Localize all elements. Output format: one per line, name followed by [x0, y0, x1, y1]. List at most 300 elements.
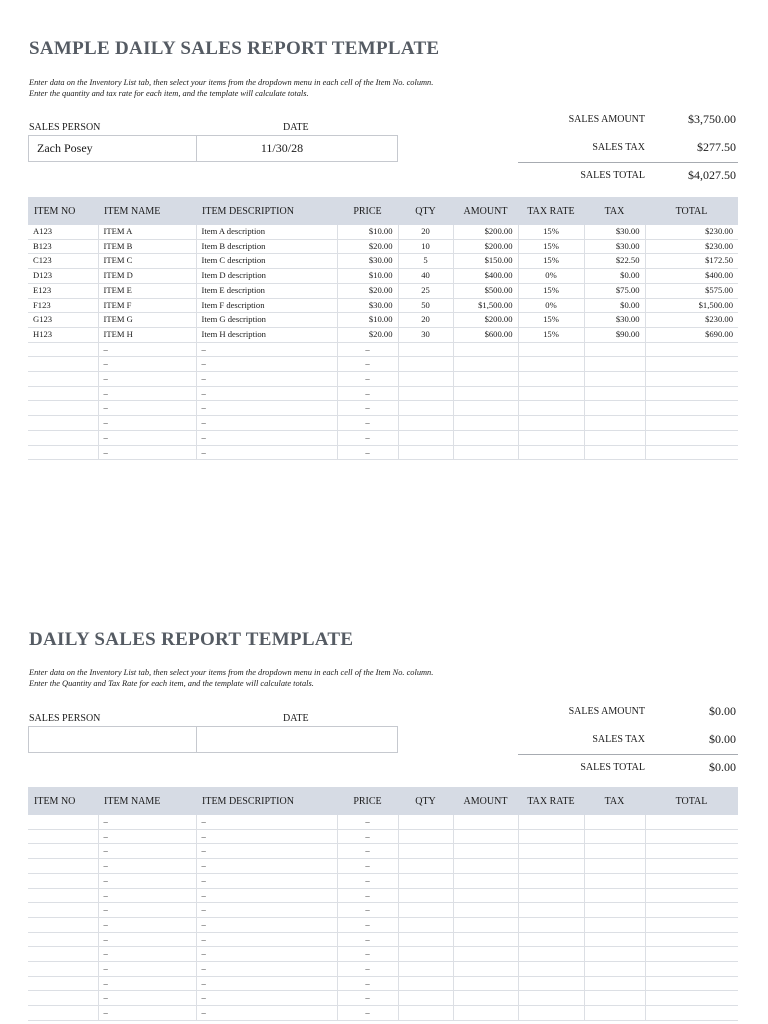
item-no-cell[interactable]: [28, 976, 98, 991]
tax-cell[interactable]: $90.00: [584, 327, 645, 342]
tax-cell[interactable]: [584, 372, 645, 387]
blank-report-section: [0, 590, 768, 1024]
item-no-cell[interactable]: [28, 947, 98, 962]
sales-total-row: [518, 162, 738, 189]
instructions: [29, 668, 433, 689]
total-cell[interactable]: [645, 430, 738, 445]
amount-cell[interactable]: [453, 401, 518, 416]
sales-total-label: SALES TOTAL: [580, 762, 645, 773]
amount-cell[interactable]: [453, 976, 518, 991]
item-no-cell[interactable]: [28, 991, 98, 1006]
sales-person-field[interactable]: [29, 727, 197, 752]
qty-cell[interactable]: [398, 888, 453, 903]
item-description-cell[interactable]: –: [196, 947, 337, 962]
price-cell[interactable]: –: [337, 815, 398, 829]
price-cell[interactable]: $20.00: [337, 283, 398, 298]
tax-cell[interactable]: [584, 932, 645, 947]
tax-rate-cell[interactable]: 0%: [518, 269, 584, 284]
price-cell[interactable]: –: [337, 829, 398, 844]
item-description-cell[interactable]: –: [196, 873, 337, 888]
item-description-cell[interactable]: –: [196, 829, 337, 844]
table-row: [28, 254, 738, 269]
tax-cell[interactable]: [584, 815, 645, 829]
item-name-cell[interactable]: ITEM C: [98, 254, 196, 269]
price-cell[interactable]: $30.00: [337, 254, 398, 269]
item-name-cell[interactable]: –: [98, 401, 196, 416]
table-row: [28, 873, 738, 888]
item-no-cell[interactable]: H123: [28, 327, 98, 342]
item-no-cell[interactable]: [28, 342, 98, 357]
item-description-cell[interactable]: –: [196, 903, 337, 918]
tax-rate-cell[interactable]: [518, 342, 584, 357]
amount-cell[interactable]: [453, 1006, 518, 1021]
item-name-cell[interactable]: ITEM E: [98, 283, 196, 298]
total-cell[interactable]: [645, 342, 738, 357]
item-no-cell[interactable]: [28, 859, 98, 874]
col-item-description: ITEM DESCRIPTION: [196, 787, 337, 815]
qty-cell[interactable]: [398, 430, 453, 445]
item-name-cell[interactable]: ITEM H: [98, 327, 196, 342]
item-name-cell[interactable]: –: [98, 903, 196, 918]
item-name-cell[interactable]: –: [98, 844, 196, 859]
total-cell[interactable]: [645, 976, 738, 991]
price-cell[interactable]: –: [337, 401, 398, 416]
total-cell[interactable]: [645, 357, 738, 372]
price-cell[interactable]: –: [337, 859, 398, 874]
tax-cell[interactable]: [584, 888, 645, 903]
date-label: DATE: [283, 122, 309, 133]
item-no-cell[interactable]: [28, 815, 98, 829]
qty-cell[interactable]: [398, 401, 453, 416]
qty-cell[interactable]: [398, 342, 453, 357]
tax-cell[interactable]: [584, 976, 645, 991]
total-cell[interactable]: [645, 917, 738, 932]
sales-person-label: SALES PERSON: [29, 122, 101, 133]
qty-cell[interactable]: 25: [398, 283, 453, 298]
item-name-cell[interactable]: ITEM D: [98, 269, 196, 284]
item-no-cell[interactable]: [28, 1006, 98, 1021]
price-cell[interactable]: –: [337, 372, 398, 387]
item-name-cell[interactable]: ITEM G: [98, 313, 196, 328]
total-cell[interactable]: [645, 416, 738, 431]
amount-cell[interactable]: [453, 815, 518, 829]
price-cell[interactable]: –: [337, 430, 398, 445]
price-cell[interactable]: $20.00: [337, 239, 398, 254]
qty-cell[interactable]: [398, 976, 453, 991]
item-description-cell[interactable]: –: [196, 386, 337, 401]
tax-cell[interactable]: [584, 917, 645, 932]
qty-cell[interactable]: 50: [398, 298, 453, 313]
item-name-cell[interactable]: –: [98, 829, 196, 844]
table-row: [28, 932, 738, 947]
total-cell[interactable]: $172.50: [645, 254, 738, 269]
item-name-cell[interactable]: –: [98, 962, 196, 977]
total-cell[interactable]: [645, 372, 738, 387]
qty-cell[interactable]: 30: [398, 327, 453, 342]
tax-rate-cell[interactable]: [518, 888, 584, 903]
qty-cell[interactable]: 5: [398, 254, 453, 269]
qty-cell[interactable]: [398, 357, 453, 372]
tax-rate-cell[interactable]: [518, 859, 584, 874]
tax-rate-cell[interactable]: 0%: [518, 298, 584, 313]
tax-cell[interactable]: [584, 1006, 645, 1021]
table-header-row: [28, 787, 738, 815]
item-name-cell[interactable]: –: [98, 430, 196, 445]
date-field[interactable]: [197, 727, 397, 752]
item-name-cell[interactable]: –: [98, 445, 196, 460]
item-description-cell[interactable]: –: [196, 342, 337, 357]
item-name-cell[interactable]: –: [98, 859, 196, 874]
tax-rate-cell[interactable]: [518, 430, 584, 445]
item-name-cell[interactable]: –: [98, 342, 196, 357]
price-cell[interactable]: $10.00: [337, 225, 398, 239]
tax-rate-cell[interactable]: [518, 372, 584, 387]
item-no-cell[interactable]: [28, 386, 98, 401]
item-description-cell[interactable]: –: [196, 416, 337, 431]
item-name-cell[interactable]: –: [98, 932, 196, 947]
tax-rate-cell[interactable]: [518, 1006, 584, 1021]
price-cell[interactable]: –: [337, 357, 398, 372]
tax-rate-cell[interactable]: 15%: [518, 327, 584, 342]
amount-cell[interactable]: [453, 372, 518, 387]
tax-rate-cell[interactable]: [518, 917, 584, 932]
amount-cell[interactable]: [453, 445, 518, 460]
amount-cell[interactable]: [453, 342, 518, 357]
item-no-cell[interactable]: C123: [28, 254, 98, 269]
tax-rate-cell[interactable]: [518, 903, 584, 918]
tax-cell[interactable]: $0.00: [584, 298, 645, 313]
item-no-cell[interactable]: [28, 932, 98, 947]
price-cell[interactable]: –: [337, 445, 398, 460]
price-cell[interactable]: –: [337, 888, 398, 903]
qty-cell[interactable]: [398, 844, 453, 859]
tax-rate-cell[interactable]: 15%: [518, 225, 584, 239]
amount-cell[interactable]: [453, 888, 518, 903]
item-no-cell[interactable]: [28, 888, 98, 903]
qty-cell[interactable]: [398, 947, 453, 962]
price-cell[interactable]: –: [337, 873, 398, 888]
tax-rate-cell[interactable]: [518, 401, 584, 416]
item-description-cell[interactable]: –: [196, 962, 337, 977]
total-cell[interactable]: [645, 815, 738, 829]
col-item-description: ITEM DESCRIPTION: [196, 197, 337, 225]
tax-cell[interactable]: $75.00: [584, 283, 645, 298]
tax-cell[interactable]: [584, 991, 645, 1006]
qty-cell[interactable]: 20: [398, 313, 453, 328]
item-description-cell[interactable]: Item D description: [196, 269, 337, 284]
amount-cell[interactable]: [453, 430, 518, 445]
price-cell[interactable]: –: [337, 903, 398, 918]
tax-rate-cell[interactable]: [518, 416, 584, 431]
price-cell[interactable]: –: [337, 976, 398, 991]
tax-cell[interactable]: $22.50: [584, 254, 645, 269]
col-total: TOTAL: [645, 787, 738, 815]
instruction-line: Enter the Quantity and Tax Rate for each item, and the template will calculate totals.: [29, 678, 314, 688]
item-no-cell[interactable]: [28, 917, 98, 932]
qty-cell[interactable]: [398, 445, 453, 460]
amount-cell[interactable]: [453, 357, 518, 372]
total-cell[interactable]: [645, 386, 738, 401]
price-cell[interactable]: $20.00: [337, 327, 398, 342]
item-description-cell[interactable]: –: [196, 888, 337, 903]
amount-cell[interactable]: [453, 962, 518, 977]
tax-rate-cell[interactable]: [518, 991, 584, 1006]
tax-rate-cell[interactable]: [518, 844, 584, 859]
tax-cell[interactable]: [584, 386, 645, 401]
price-cell[interactable]: $30.00: [337, 298, 398, 313]
sales-person-field[interactable]: Zach Posey: [29, 136, 197, 161]
qty-cell[interactable]: [398, 932, 453, 947]
item-description-cell[interactable]: –: [196, 859, 337, 874]
tax-cell[interactable]: [584, 859, 645, 874]
amount-cell[interactable]: [453, 903, 518, 918]
item-no-cell[interactable]: E123: [28, 283, 98, 298]
table-row: [28, 947, 738, 962]
total-cell[interactable]: [645, 829, 738, 844]
tax-rate-cell[interactable]: [518, 976, 584, 991]
price-cell[interactable]: –: [337, 962, 398, 977]
amount-cell[interactable]: $200.00: [453, 239, 518, 254]
total-cell[interactable]: $575.00: [645, 283, 738, 298]
tax-rate-cell[interactable]: 15%: [518, 254, 584, 269]
tax-cell[interactable]: $30.00: [584, 225, 645, 239]
instruction-line: Enter the quantity and tax rate for each item, and the template will calculate totals.: [29, 88, 309, 98]
total-cell[interactable]: [645, 903, 738, 918]
item-description-cell[interactable]: Item A description: [196, 225, 337, 239]
amount-cell[interactable]: $200.00: [453, 313, 518, 328]
tax-rate-cell[interactable]: [518, 873, 584, 888]
price-cell[interactable]: –: [337, 386, 398, 401]
qty-cell[interactable]: 40: [398, 269, 453, 284]
tax-rate-cell[interactable]: [518, 815, 584, 829]
price-cell[interactable]: –: [337, 1006, 398, 1021]
tax-cell[interactable]: [584, 445, 645, 460]
total-cell[interactable]: [645, 401, 738, 416]
item-name-cell[interactable]: –: [98, 991, 196, 1006]
total-cell[interactable]: [645, 859, 738, 874]
total-cell[interactable]: [645, 932, 738, 947]
item-no-cell[interactable]: A123: [28, 225, 98, 239]
item-description-cell[interactable]: Item C description: [196, 254, 337, 269]
amount-cell[interactable]: [453, 416, 518, 431]
tax-rate-cell[interactable]: [518, 445, 584, 460]
item-description-cell[interactable]: –: [196, 372, 337, 387]
amount-cell[interactable]: [453, 386, 518, 401]
qty-cell[interactable]: [398, 1006, 453, 1021]
qty-cell[interactable]: [398, 416, 453, 431]
item-name-cell[interactable]: –: [98, 372, 196, 387]
qty-cell[interactable]: [398, 991, 453, 1006]
amount-cell[interactable]: [453, 947, 518, 962]
item-description-cell[interactable]: –: [196, 357, 337, 372]
item-no-cell[interactable]: D123: [28, 269, 98, 284]
item-name-cell[interactable]: –: [98, 888, 196, 903]
item-no-cell[interactable]: B123: [28, 239, 98, 254]
amount-cell[interactable]: $150.00: [453, 254, 518, 269]
tax-rate-cell[interactable]: 15%: [518, 313, 584, 328]
amount-cell[interactable]: $500.00: [453, 283, 518, 298]
item-no-cell[interactable]: F123: [28, 298, 98, 313]
item-name-cell[interactable]: –: [98, 976, 196, 991]
total-cell[interactable]: [645, 962, 738, 977]
qty-cell[interactable]: 20: [398, 225, 453, 239]
item-description-cell[interactable]: Item H description: [196, 327, 337, 342]
sales-items-table: [28, 787, 738, 1021]
tax-cell[interactable]: $0.00: [584, 269, 645, 284]
qty-cell[interactable]: [398, 873, 453, 888]
table-row: [28, 327, 738, 342]
tax-rate-cell[interactable]: [518, 386, 584, 401]
tax-rate-cell[interactable]: 15%: [518, 239, 584, 254]
item-name-cell[interactable]: –: [98, 386, 196, 401]
item-no-cell[interactable]: [28, 903, 98, 918]
price-cell[interactable]: $10.00: [337, 313, 398, 328]
sales-tax-row: [518, 726, 738, 753]
amount-cell[interactable]: $1,500.00: [453, 298, 518, 313]
amount-cell[interactable]: $400.00: [453, 269, 518, 284]
amount-cell[interactable]: [453, 991, 518, 1006]
item-no-cell[interactable]: [28, 416, 98, 431]
total-cell[interactable]: [645, 947, 738, 962]
tax-cell[interactable]: $30.00: [584, 313, 645, 328]
item-name-cell[interactable]: ITEM A: [98, 225, 196, 239]
item-description-cell[interactable]: –: [196, 815, 337, 829]
tax-cell[interactable]: [584, 342, 645, 357]
tax-cell[interactable]: [584, 401, 645, 416]
item-description-cell[interactable]: –: [196, 401, 337, 416]
item-name-cell[interactable]: –: [98, 873, 196, 888]
price-cell[interactable]: –: [337, 917, 398, 932]
price-cell[interactable]: –: [337, 991, 398, 1006]
tax-rate-cell[interactable]: [518, 962, 584, 977]
amount-cell[interactable]: [453, 917, 518, 932]
item-description-cell[interactable]: –: [196, 991, 337, 1006]
price-cell[interactable]: –: [337, 932, 398, 947]
total-cell[interactable]: $230.00: [645, 313, 738, 328]
price-cell[interactable]: $10.00: [337, 269, 398, 284]
item-name-cell[interactable]: ITEM F: [98, 298, 196, 313]
total-cell[interactable]: [645, 445, 738, 460]
item-no-cell[interactable]: [28, 401, 98, 416]
amount-cell[interactable]: [453, 829, 518, 844]
item-name-cell[interactable]: –: [98, 357, 196, 372]
total-cell[interactable]: [645, 1006, 738, 1021]
item-name-cell[interactable]: –: [98, 1006, 196, 1021]
tax-cell[interactable]: [584, 947, 645, 962]
item-no-cell[interactable]: [28, 445, 98, 460]
item-description-cell[interactable]: –: [196, 430, 337, 445]
item-name-cell[interactable]: –: [98, 416, 196, 431]
tax-rate-cell[interactable]: [518, 829, 584, 844]
item-description-cell[interactable]: –: [196, 445, 337, 460]
tax-rate-cell[interactable]: [518, 932, 584, 947]
total-cell[interactable]: [645, 991, 738, 1006]
tax-cell[interactable]: [584, 844, 645, 859]
total-cell[interactable]: $230.00: [645, 239, 738, 254]
tax-rate-cell[interactable]: [518, 357, 584, 372]
item-no-cell[interactable]: [28, 962, 98, 977]
item-description-cell[interactable]: Item B description: [196, 239, 337, 254]
tax-cell[interactable]: [584, 962, 645, 977]
qty-cell[interactable]: [398, 815, 453, 829]
item-no-cell[interactable]: [28, 357, 98, 372]
amount-cell[interactable]: [453, 859, 518, 874]
tax-cell[interactable]: $30.00: [584, 239, 645, 254]
qty-cell[interactable]: [398, 829, 453, 844]
total-cell[interactable]: [645, 873, 738, 888]
price-cell[interactable]: –: [337, 844, 398, 859]
item-description-cell[interactable]: –: [196, 917, 337, 932]
amount-cell[interactable]: $600.00: [453, 327, 518, 342]
price-cell[interactable]: –: [337, 416, 398, 431]
table-row: [28, 917, 738, 932]
tax-cell[interactable]: [584, 829, 645, 844]
tax-cell[interactable]: [584, 873, 645, 888]
tax-cell[interactable]: [584, 416, 645, 431]
item-name-cell[interactable]: –: [98, 815, 196, 829]
sales-amount-value: $3,750.00: [688, 112, 736, 126]
page-title: SAMPLE DAILY SALES REPORT TEMPLATE: [29, 38, 440, 59]
col-qty: QTY: [398, 787, 453, 815]
item-no-cell[interactable]: [28, 844, 98, 859]
qty-cell[interactable]: [398, 386, 453, 401]
total-cell[interactable]: $690.00: [645, 327, 738, 342]
item-name-cell[interactable]: ITEM B: [98, 239, 196, 254]
table-row: [28, 283, 738, 298]
item-description-cell[interactable]: Item G description: [196, 313, 337, 328]
total-cell[interactable]: [645, 844, 738, 859]
amount-cell[interactable]: [453, 873, 518, 888]
item-description-cell[interactable]: –: [196, 932, 337, 947]
qty-cell[interactable]: 10: [398, 239, 453, 254]
table-row: [28, 1006, 738, 1021]
qty-cell[interactable]: [398, 859, 453, 874]
price-cell[interactable]: –: [337, 947, 398, 962]
item-no-cell[interactable]: [28, 829, 98, 844]
item-description-cell[interactable]: –: [196, 976, 337, 991]
qty-cell[interactable]: [398, 917, 453, 932]
item-description-cell[interactable]: Item F description: [196, 298, 337, 313]
total-cell[interactable]: [645, 888, 738, 903]
tax-rate-cell[interactable]: [518, 947, 584, 962]
amount-cell[interactable]: [453, 932, 518, 947]
item-description-cell[interactable]: –: [196, 1006, 337, 1021]
item-name-cell[interactable]: –: [98, 917, 196, 932]
item-no-cell[interactable]: G123: [28, 313, 98, 328]
amount-cell[interactable]: [453, 844, 518, 859]
qty-cell[interactable]: [398, 903, 453, 918]
total-cell[interactable]: $400.00: [645, 269, 738, 284]
date-field[interactable]: 11/30/28: [260, 141, 304, 155]
item-description-cell[interactable]: –: [196, 844, 337, 859]
item-name-cell[interactable]: –: [98, 947, 196, 962]
item-description-cell[interactable]: Item E description: [196, 283, 337, 298]
sales-total-value: $0.00: [709, 760, 736, 774]
qty-cell[interactable]: [398, 372, 453, 387]
total-cell[interactable]: $1,500.00: [645, 298, 738, 313]
amount-cell[interactable]: $200.00: [453, 225, 518, 239]
tax-rate-cell[interactable]: 15%: [518, 283, 584, 298]
item-no-cell[interactable]: [28, 430, 98, 445]
price-cell[interactable]: –: [337, 342, 398, 357]
item-no-cell[interactable]: [28, 372, 98, 387]
tax-cell[interactable]: [584, 903, 645, 918]
item-no-cell[interactable]: [28, 873, 98, 888]
total-cell[interactable]: $230.00: [645, 225, 738, 239]
tax-cell[interactable]: [584, 357, 645, 372]
qty-cell[interactable]: [398, 962, 453, 977]
tax-cell[interactable]: [584, 430, 645, 445]
